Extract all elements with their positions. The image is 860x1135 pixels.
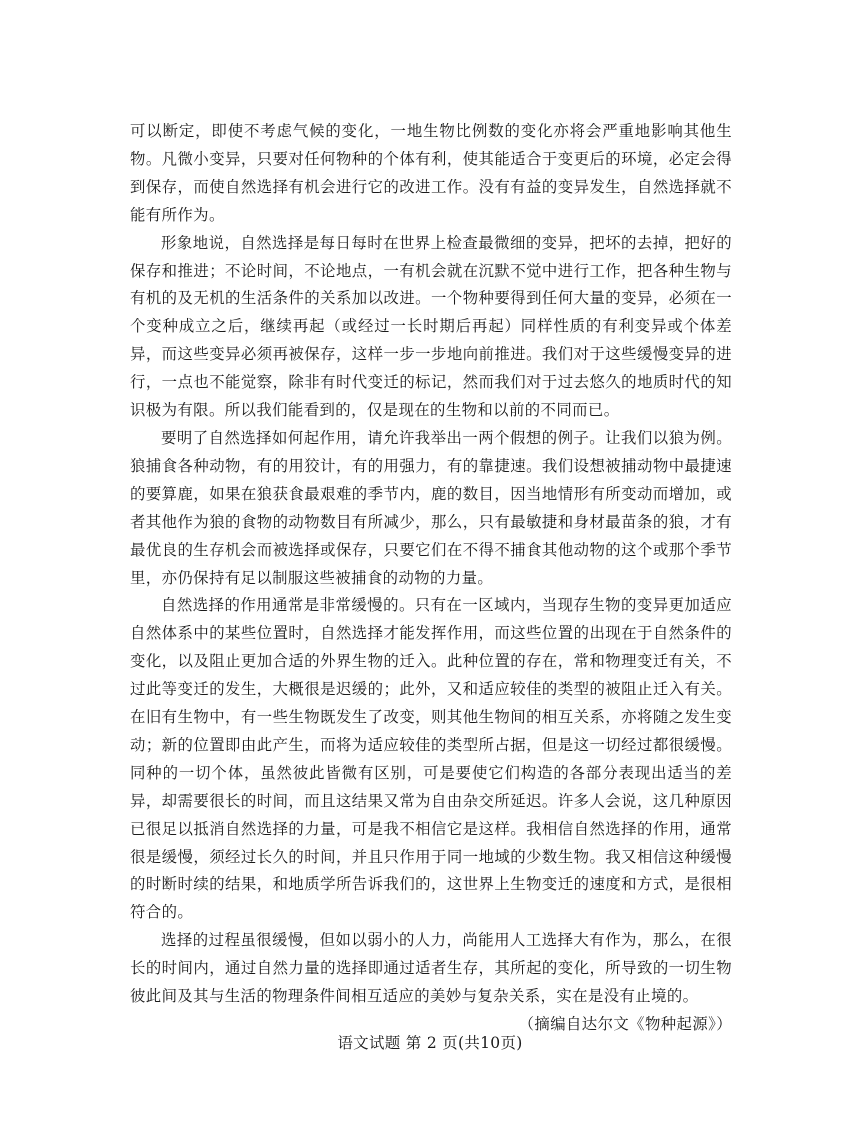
paragraph-4: 自然选择的作用通常是非常缓慢的。只有在一区域内，当现存生物的变异更加适应自然体系中的某些位置时，自然选择才能发挥作用，而这些位置的出现在于自然条件的变化，以及阻止更加合适的外界生物的迁入。此种位置的存在，常和物理变迁有关，不过此等变迁的发生，大概很是迟缓的；此外，又和适应较佳的类型的被阻止迁入有关。在旧有生物中，有一些生物既发生了改变，则其他生物间的相互关系，亦将随之发生变动；新的位置即由此产生，而将为适应较佳的类型所占据，但是这一切经过都很缓慢。同种的一切个体，虽然彼此皆微有区别，可是要使它们构造的各部分表现出适当的差异，却需要很长的时间，而且这结果又常为自由杂交所延迟。许多人会说，这几种原因已很足以抵消自然选择的力量，可是我不相信它是这样。我相信自然选择的作用，通常很是缓慢，须经过长久的时间，并且只作用于同一地域的少数生物。我又相信这种缓慢的时断时续的结果，和地质学所告诉我们的，这世界上生物变迁的速度和方式，是很相符合的。 [130, 596, 732, 922]
source-citation: （摘编自达尔文《物种起源》） [518, 1015, 732, 1033]
paragraph-3: 要明了自然选择如何起作用，请允许我举出一两个假想的例子。让我们以狼为例。狼捕食各种动物，有的用狡计，有的用强力，有的靠捷速。我们设想被捕动物中最捷速的要算鹿，如果在狼获食最艰难的季节内，鹿的数目，因当地情形有所变动而增加，或者其他作为狼的食物的动物数目有所减少，那么，只有最敏捷和身材最苗条的狼，才有最优良的生存机会而被选择或保存，只要它们在不得不捕食其他动物的这个或那个季节里，亦仍保持有足以制服这些被捕食的动物的力量。 [130, 428, 732, 587]
article-body [130, 118, 732, 1039]
paragraph-5: 选择的过程虽很缓慢，但如以弱小的人力，尚能用人工选择大有作为，那么，在很长的时间内，通过自然力量的选择即通过适者生存，其所起的变化，所导致的一切生物彼此间及其与生活的物理条件间相互适应的美妙与复杂关系，实在是没有止境的。 [130, 931, 732, 1006]
paragraph-2: 形象地说，自然选择是每日每时在世界上检查最微细的变异，把坏的去掉，把好的保存和推进；不论时间，不论地点，一有机会就在沉默不觉中进行工作，把各种生物与有机的及无机的生活条件的关系加以改进。一个物种要得到任何大量的变异，必须在一个变种成立之后，继续再起（或经过一长时期后再起）同样性质的有利变异或个体差异，而这些变异必须再被保存，这样一步一步地向前推进。我们对于这些缓慢变异的进行，一点也不能觉察，除非有时代变迁的标记，然而我们对于过去悠久的地质时代的知识极为有限。所以我们能看到的，仅是现在的生物和以前的不同而已。 [130, 233, 732, 420]
paragraph-continuation: 可以断定，即使不考虑气候的变化，一地生物比例数的变化亦将会严重地影响其他生物。凡微小变异，只要对任何物种的个体有利，使其能适合于变更后的环境，必定会得到保存，而使自然选择有机会进行它的改进工作。没有有益的变异发生，自然选择就不能有所作为。 [130, 122, 732, 224]
page-footer: 语文试题 第 2 页(共10页) [337, 1034, 523, 1052]
